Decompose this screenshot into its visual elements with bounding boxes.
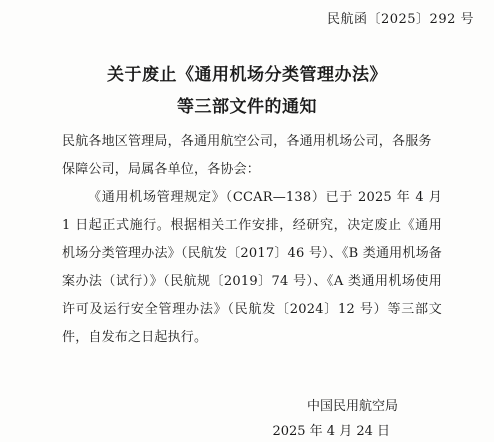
issuing-authority: 中国民用航空局	[306, 399, 398, 414]
body-paragraph: 《通用机场管理规定》（CCAR—138）已于 2025 年 4 月 1 日起正式施行。根据相关工作安排，经研究，决定废止《通用机场分类管理办法》（民航发〔2017〕46 号）、《B 类通用机场备案办法（试行）》（民航规〔2019〕74 号）、《A 类通用机场使用许可及运行安全管理办法》（民航发〔2024〕12 号）等三部文件，自发布之日起执行。	[62, 190, 442, 345]
issue-date: 2025 年 4 月 24 日	[272, 424, 390, 439]
recipients-paragraph: 民航各地区管理局，各通用航空公司，各通用机场公司，各服务保障公司，局属各单位，各协会：	[62, 134, 432, 177]
document-title-line-2: 等三部文件的通知	[177, 97, 317, 117]
document-title-line-1: 关于废止《通用机场分类管理办法》	[107, 65, 387, 85]
document-number: 民航函〔2025〕292 号	[326, 12, 474, 27]
